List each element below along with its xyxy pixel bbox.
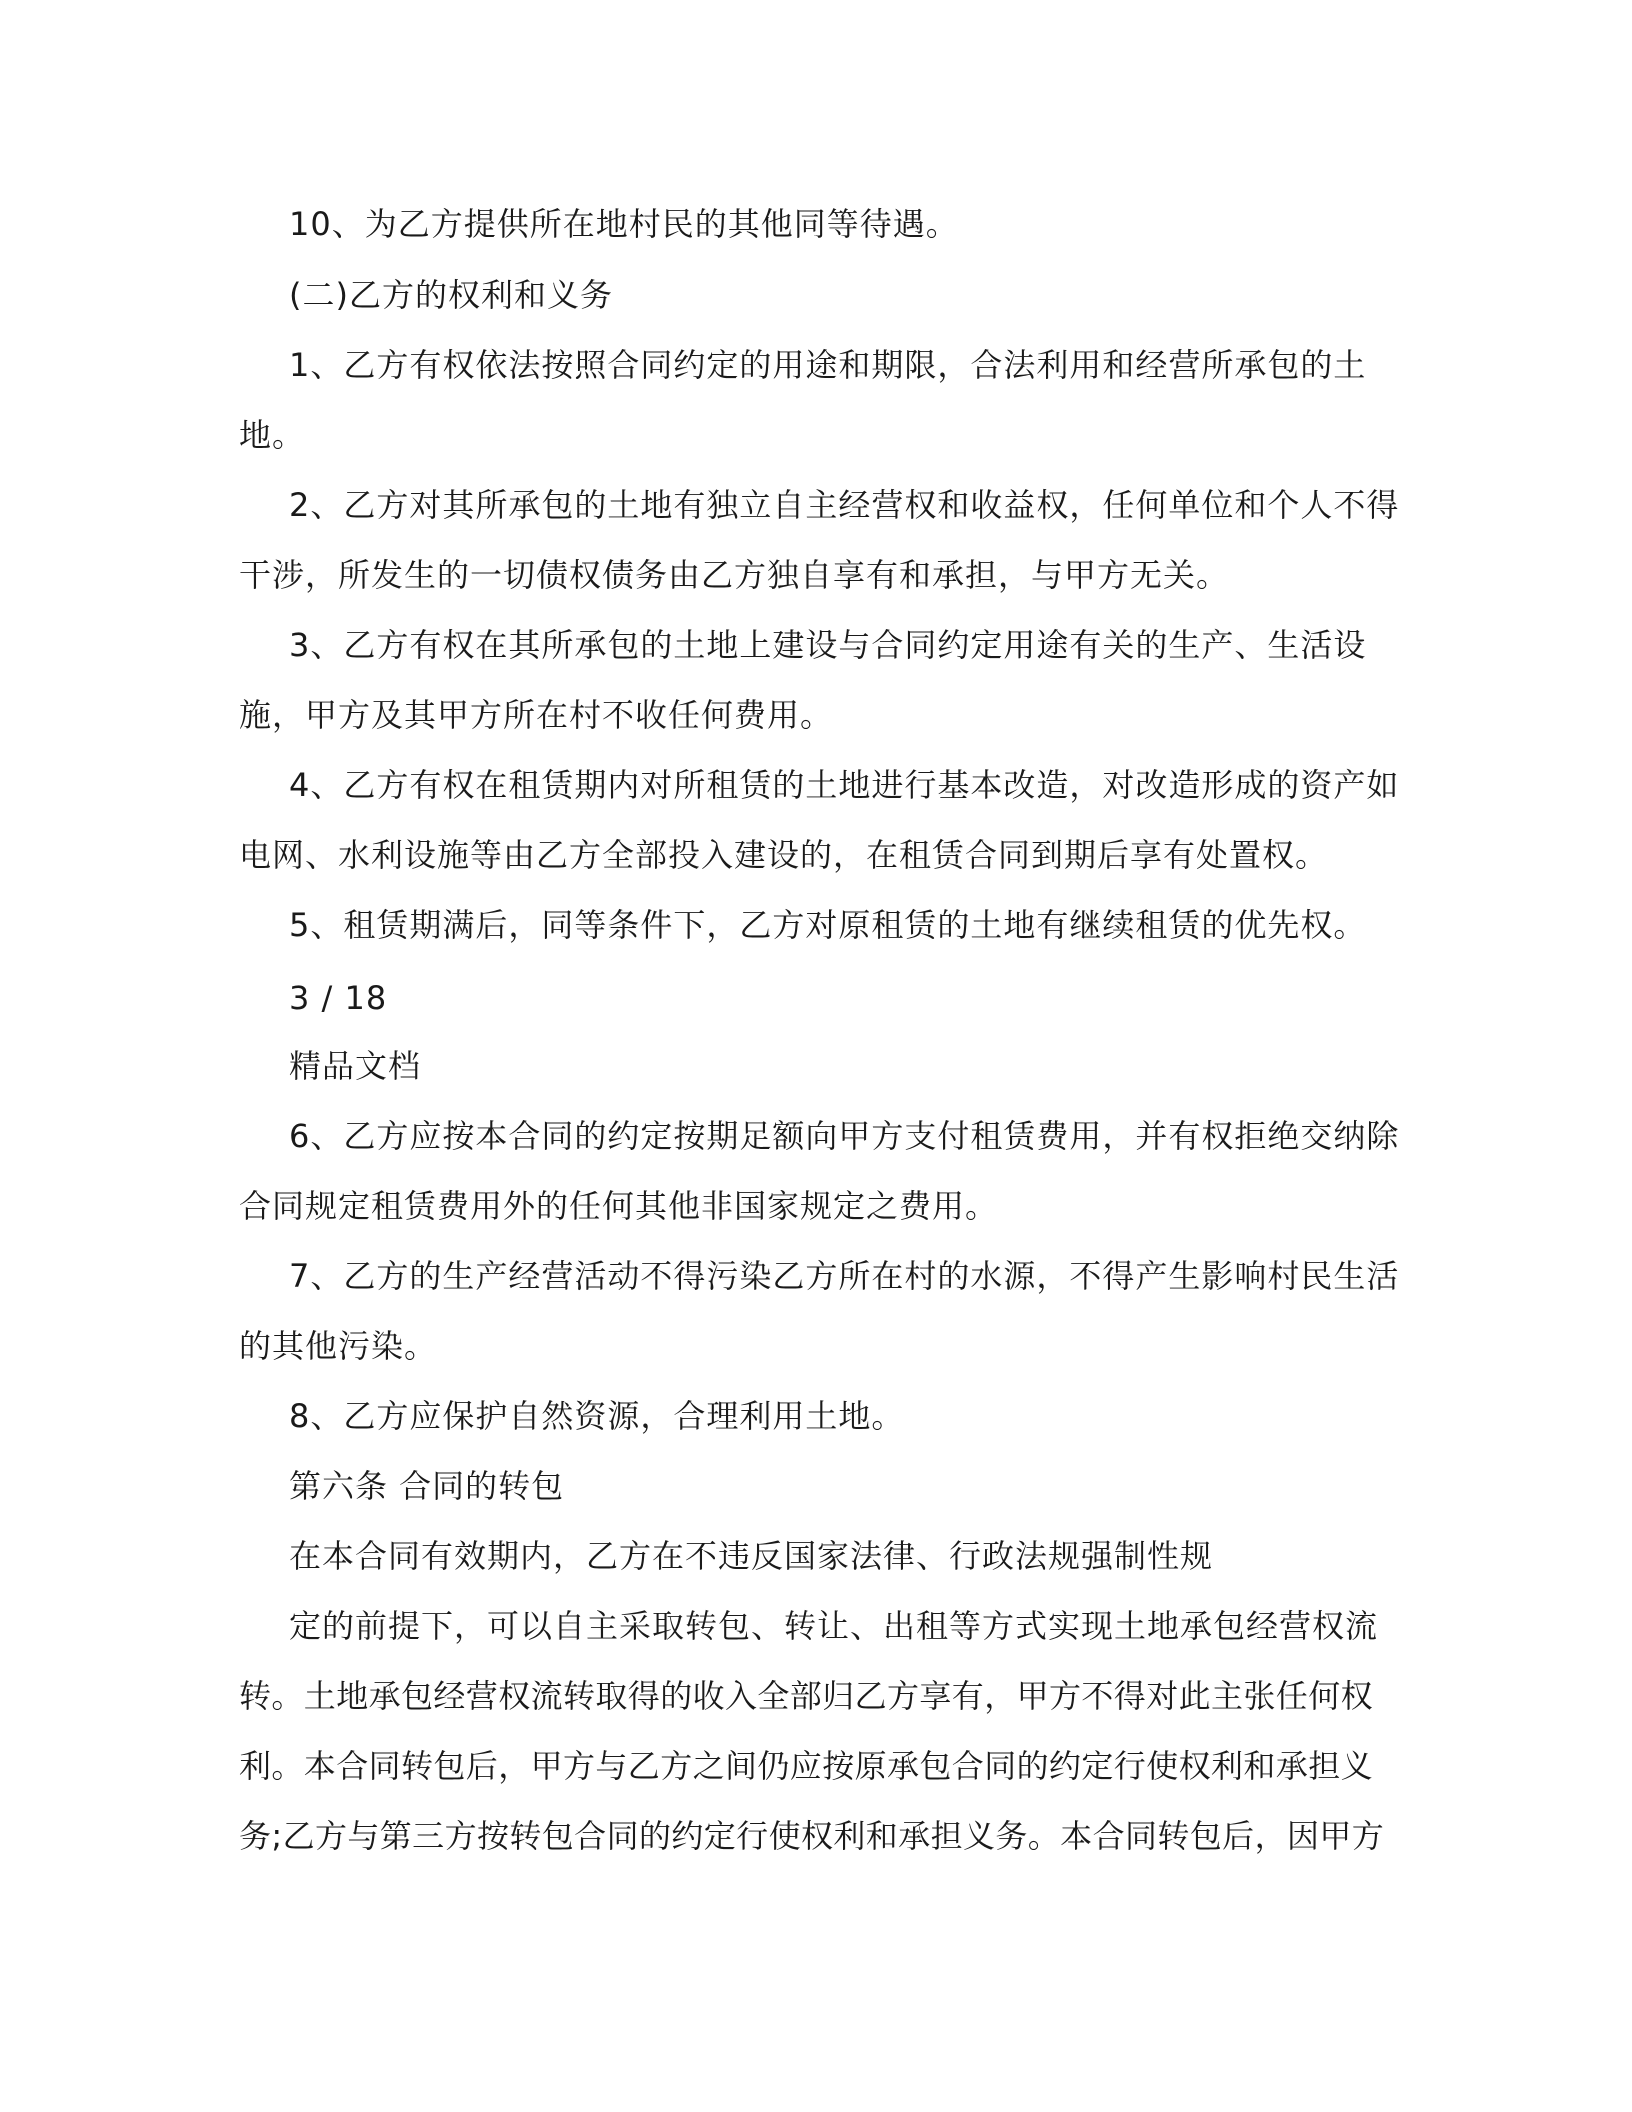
page-header-label: 精品文档	[289, 1047, 422, 1085]
paragraph-line-4: 地。	[239, 416, 306, 454]
paragraph-line-14: 6、乙方应按本合同的约定按期足额向甲方支付租赁费用，并有权拒绝交纳除	[289, 1117, 1400, 1155]
paragraph-line-20: 在本合同有效期内，乙方在不违反国家法律、行政法规强制性规	[289, 1537, 1214, 1575]
page-number: 3 / 18	[289, 979, 388, 1017]
paragraph-line-3: 1、乙方有权依法按照合同约定的用途和期限，合法利用和经营所承包的土	[289, 346, 1367, 384]
paragraph-line-22: 转。土地承包经营权流转取得的收入全部归乙方享有，甲方不得对此主张任何权	[239, 1677, 1374, 1715]
paragraph-line-18: 8、乙方应保护自然资源，合理利用土地。	[289, 1397, 905, 1435]
paragraph-line-1: 10、为乙方提供所在地村民的其他同等待遇。	[289, 205, 959, 243]
paragraph-line-23: 利。本合同转包后，甲方与乙方之间仍应按原承包合同的约定行使权利和承担义	[239, 1747, 1374, 1785]
paragraph-line-5: 2、乙方对其所承包的土地有独立自主经营权和收益权，任何单位和个人不得	[289, 486, 1400, 524]
paragraph-line-10: 电网、水利设施等由乙方全部投入建设的，在租赁合同到期后享有处置权。	[239, 836, 1329, 874]
paragraph-line-15: 合同规定租赁费用外的任何其他非国家规定之费用。	[239, 1187, 999, 1225]
paragraph-line-11: 5、租赁期满后，同等条件下，乙方对原租赁的土地有继续租赁的优先权。	[289, 906, 1367, 944]
paragraph-line-7: 3、乙方有权在其所承包的土地上建设与合同约定用途有关的生产、生活设	[289, 626, 1367, 664]
paragraph-line-21: 定的前提下，可以自主采取转包、转让、出租等方式实现土地承包经营权流	[289, 1607, 1379, 1645]
paragraph-line-24: 务;乙方与第三方按转包合同的约定行使权利和承担义务。本合同转包后，因甲方	[239, 1817, 1385, 1855]
paragraph-line-9: 4、乙方有权在租赁期内对所租赁的土地进行基本改造，对改造形成的资产如	[289, 766, 1400, 804]
paragraph-line-16: 7、乙方的生产经营活动不得污染乙方所在村的水源，不得产生影响村民生活	[289, 1257, 1400, 1295]
paragraph-line-6: 干涉，所发生的一切债权债务由乙方独自享有和承担，与甲方无关。	[239, 556, 1230, 594]
paragraph-line-8: 施，甲方及其甲方所在村不收任何费用。	[239, 696, 834, 734]
section-heading: (二)乙方的权利和义务	[289, 276, 613, 314]
paragraph-line-17: 的其他污染。	[239, 1327, 438, 1365]
article-heading: 第六条 合同的转包	[289, 1467, 565, 1505]
